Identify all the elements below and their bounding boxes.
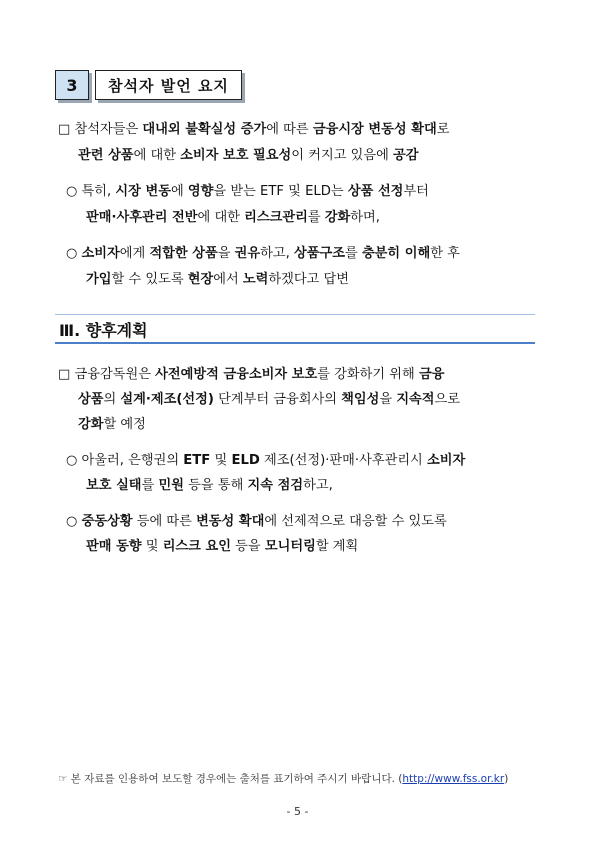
bold-text: ELD [231, 453, 260, 468]
text: 하고, [260, 246, 295, 261]
bold-text: 금융 [418, 367, 445, 382]
text: 의 [103, 392, 121, 407]
page-number: - 5 - [286, 805, 309, 818]
circle-bullet-icon: ○ [66, 453, 78, 468]
bold-text: ETF [183, 453, 211, 468]
paragraph-line [86, 209, 380, 227]
bold-text: 충분히 이해 [361, 246, 431, 261]
bold-text: 중동상황 [81, 514, 133, 529]
bold-text: 적합한 상품 [149, 246, 218, 261]
text: 특히, [81, 184, 116, 199]
section-title: Ⅲ. 향후계획 [59, 321, 148, 340]
text: 및 [141, 539, 163, 554]
text: 할 수 있도록 [111, 272, 188, 287]
section-header [55, 314, 535, 344]
bold-text: 판매·사후관리 전반 [86, 210, 198, 225]
bold-text: 민원 [158, 478, 184, 493]
circle-bullet-icon: ○ [66, 514, 78, 529]
text: 하며, [350, 210, 380, 225]
bold-text: 대내외 불확실성 증가 [142, 122, 267, 137]
text: 금융감독원은 [74, 367, 156, 382]
bold-text: 변동성 확대 [196, 514, 265, 529]
bold-text: 강화 [324, 210, 351, 225]
text: 한 후 [430, 246, 460, 261]
text: 등을 통해 [183, 478, 248, 493]
text: 할 계획 [315, 539, 359, 554]
citation-note [58, 771, 508, 786]
bold-text: 설계·제조(선정) [120, 392, 214, 407]
header-rule [55, 342, 535, 344]
text: 에게 [119, 246, 150, 261]
square-bullet-icon: □ [58, 367, 71, 382]
text: 를 [345, 246, 362, 261]
text: 하고, [303, 478, 333, 493]
fss-website-link[interactable]: http://www.fss.or.kr [402, 773, 505, 785]
text: 를 [141, 478, 159, 493]
text: 등에 따른 [132, 514, 197, 529]
bold-text: 시장 변동 [115, 184, 171, 199]
bold-text: 상품 선정 [347, 184, 404, 199]
text: 에서 [213, 272, 243, 287]
paragraph-line [78, 416, 146, 434]
bold-text: 지속적 [396, 392, 435, 407]
paragraph-line [86, 477, 333, 495]
bold-text: 가입 [86, 272, 112, 287]
citation-close: ) [504, 773, 509, 785]
text: 에 대한 [197, 210, 245, 225]
text: 으로 [434, 392, 461, 407]
bold-text: 상품구조 [294, 246, 345, 261]
paragraph-line [86, 271, 349, 289]
paragraph-line [66, 183, 429, 201]
text: 로 [436, 122, 450, 137]
text: 참석자들은 [74, 122, 143, 137]
bold-text: 강화 [78, 417, 104, 432]
bold-text: 노력 [242, 272, 269, 287]
text: 이 커지고 있음에 [291, 148, 394, 163]
paragraph-line [58, 366, 444, 384]
section-number-box [55, 70, 89, 100]
paragraph-line [66, 513, 447, 531]
text: 단계부터 금융회사의 [213, 392, 342, 407]
bold-text: 지속 점검 [247, 478, 304, 493]
text: 및 [210, 453, 232, 468]
bold-text: 영향 [187, 184, 214, 199]
bold-text: 소비자 보호 필요성 [180, 148, 292, 163]
paragraph-line [78, 391, 460, 409]
text: 를 강화하기 위해 [317, 367, 419, 382]
bold-text: 리스크 요인 [162, 539, 231, 554]
bold-text: 보호 실태 [86, 478, 142, 493]
text: 에 [170, 184, 188, 199]
text: 을 받는 ETF 및 ELD는 [213, 184, 348, 199]
text: 에 따른 [266, 122, 313, 137]
bold-text: 사전예방적 금융소비자 보호 [155, 367, 318, 382]
section-title-box [95, 70, 242, 100]
text: 을 [217, 246, 235, 261]
text: 에 선제적으로 대응할 수 있도록 [264, 514, 447, 529]
bold-text: 공감 [393, 148, 419, 163]
paragraph-line [86, 538, 358, 556]
bold-text: 관련 상품 [78, 148, 134, 163]
text: 아울러, 은행권의 [81, 453, 184, 468]
bold-text: 금융시장 변동성 확대 [312, 122, 437, 137]
text: 부터 [403, 184, 429, 199]
square-bullet-icon: □ [58, 122, 71, 137]
pointing-hand-icon: ☞ [58, 773, 68, 785]
bold-text: 판매 동향 [86, 539, 142, 554]
circle-bullet-icon: ○ [66, 246, 78, 261]
bold-text: 리스크관리 [244, 210, 308, 225]
bold-text: 권유 [234, 246, 261, 261]
circle-bullet-icon: ○ [66, 184, 78, 199]
citation-text: 본 자료를 인용하여 보도할 경우에는 출처를 표기하여 주시기 바랍니다. ( [70, 773, 403, 785]
text: 제조(선정)·판매·사후관리시 [259, 453, 427, 468]
text: 를 [307, 210, 325, 225]
paragraph-line [58, 121, 449, 139]
bold-text: 소비자 [81, 246, 120, 261]
paragraph-line [78, 147, 419, 165]
bold-text: 모니터링 [264, 539, 316, 554]
text: 을 [379, 392, 397, 407]
bold-text: 소비자 [426, 453, 466, 468]
paragraph-line [66, 452, 465, 470]
bold-text: 상품 [78, 392, 104, 407]
text: 등을 [230, 539, 265, 554]
paragraph-line [66, 245, 460, 263]
bold-text: 책임성 [341, 392, 380, 407]
section-title: 참석자 발언 요지 [108, 76, 229, 95]
section-number: 3 [66, 75, 78, 95]
text: 할 예정 [103, 417, 146, 432]
text: 하겠다고 답변 [268, 272, 350, 287]
text: 에 대한 [133, 148, 181, 163]
bold-text: 현장 [187, 272, 214, 287]
header-rule-top [55, 314, 535, 315]
